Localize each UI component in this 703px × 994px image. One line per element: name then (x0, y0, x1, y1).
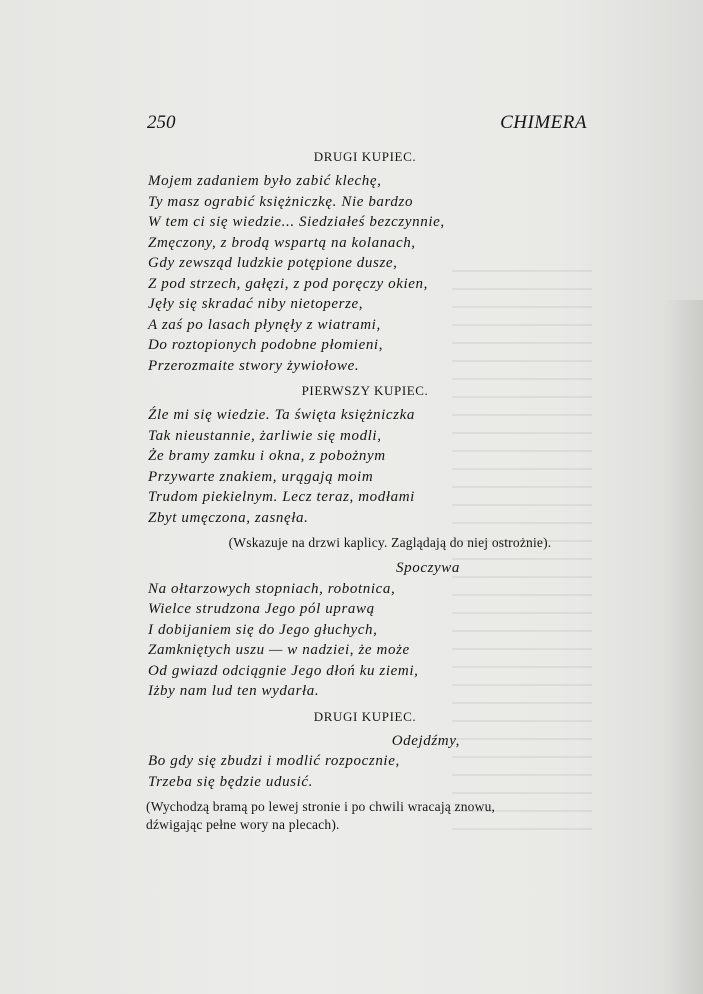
speaker-heading: PIERWSZY KUPIEC. (301, 383, 429, 398)
verse-line: Mojem zadaniem było zabić klechę, (148, 173, 382, 189)
page-number: 250 (147, 112, 176, 133)
stage-direction: (Wskazuje na drzwi kaplicy. Zaglądają do niej ostrożnie). (228, 535, 552, 550)
verse-line: I dobijaniem się do Jego głuchych, (148, 621, 378, 638)
verse-line: Zmęczony, z brodą wspartą na kolanach, (148, 234, 416, 251)
verse-line: Zbyt umęczona, zasnęła. (148, 509, 309, 526)
stage-direction (140, 798, 590, 834)
verse-line: Bo gdy się zbudzi i modlić rozpocznie, (148, 753, 400, 769)
verse-line: Od gwiazd odciągnie Jego dłoń ku ziemi, (148, 662, 419, 679)
verse-line: Z pod strzech, gałęzi, z pod poręczy okien, (148, 275, 428, 292)
verse-line: Źle mi się wiedzie. Ta święta księżniczka (148, 407, 415, 423)
stage-direction-line: dźwigając pełne wory na plecach). (146, 817, 340, 832)
verse-line: Trzeba się będzie udusić. (148, 773, 313, 790)
verse-line: A zaś po lasach płynęły z wiatrami, (148, 316, 381, 333)
running-head (147, 112, 587, 136)
verse-line: Ty masz ograbić księżniczkę. Nie bardzo (148, 193, 414, 210)
stage-direction-line: (Wychodzą bramą po lewej stronie i po chwili wracają znowu, (146, 799, 496, 814)
verse-line: Gdy zewsząd ludzkie potępione dusze, (148, 255, 398, 271)
drama-text (140, 148, 590, 840)
verse-line: Zamkniętych uszu — w nadziei, że może (148, 642, 410, 658)
verse-line: Iżby nam lud ten wydarła. (148, 683, 320, 699)
verse-block (140, 731, 590, 793)
verse-line: Do roztopionych podobne płomieni, (148, 337, 384, 353)
speaker-heading: DRUGI KUPIEC. (313, 149, 417, 164)
verse-block (140, 405, 590, 528)
verse-line-continuation: Spoczywa (396, 560, 460, 576)
journal-title: CHIMERA (500, 112, 587, 133)
verse-line: Że bramy zamku i okna, z pobożnym (148, 448, 386, 464)
verse-line: Trudom piekielnym. Lecz teraz, modłami (148, 489, 415, 505)
verse-line: Przywarte znakiem, urągają moim (148, 468, 374, 485)
verse-block (140, 171, 590, 376)
verse-line: Tak nieustannie, żarliwie się modli, (148, 427, 382, 444)
verse-line: Przerozmaite stwory żywiołowe. (148, 357, 360, 374)
verse-line: Wielce strudzona Jego pól uprawą (148, 601, 375, 617)
speaker-heading: DRUGI KUPIEC. (313, 708, 417, 724)
verse-line: W tem ci się wiedzie... Siedziałeś bezczynnie, (148, 214, 445, 230)
verse-line: Na ołtarzowych stopniach, robotnica, (148, 580, 396, 597)
page-edge-shadow (663, 300, 703, 994)
verse-block (140, 558, 590, 702)
verse-line-continuation: Odejdźmy, (391, 732, 460, 749)
verse-line: Jęły się skradać niby nietoperze, (148, 296, 364, 312)
